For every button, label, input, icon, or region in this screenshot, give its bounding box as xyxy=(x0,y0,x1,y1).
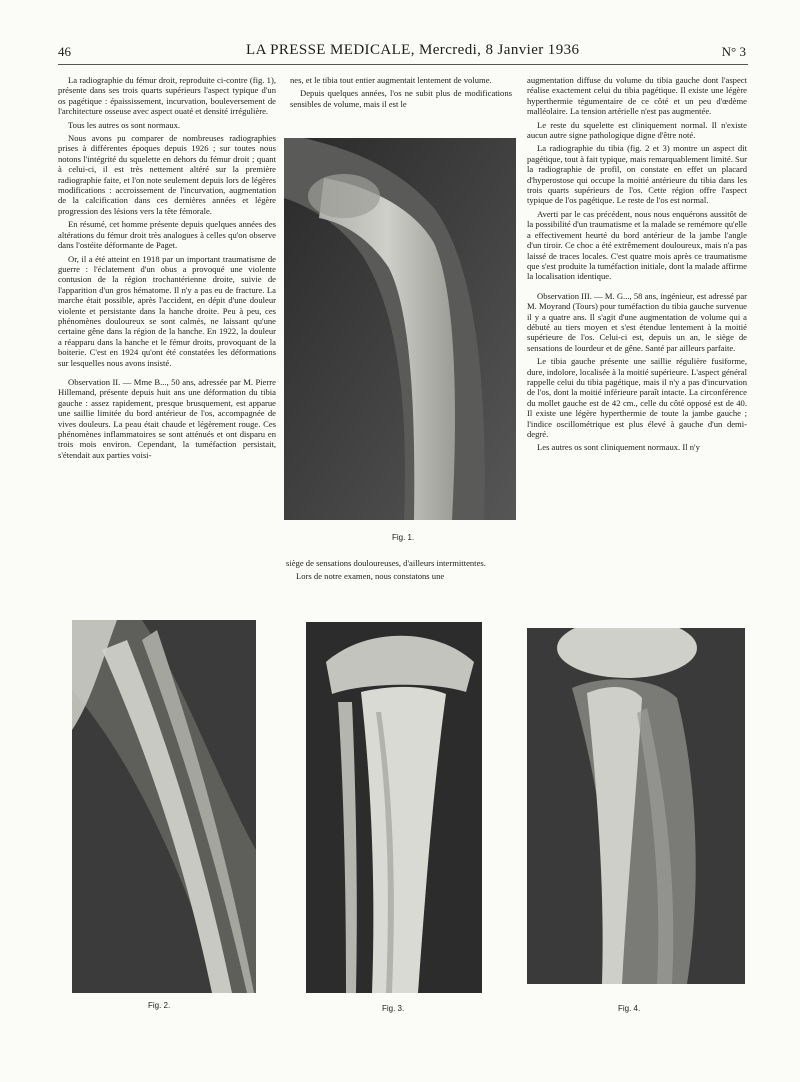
paragraph: Tous les autres os sont normaux. xyxy=(68,119,181,130)
page-number: 46 xyxy=(58,44,71,59)
text-column-1 xyxy=(58,75,276,595)
issue-number: N° 3 xyxy=(721,44,746,59)
paragraph: siège de sensations douloureuses, d'ailleurs intermittentes. xyxy=(286,558,486,568)
paragraph: Averti par le cas précédent, nous nous enquérons aussitôt de la possibilité d'un traumatisme et la malade se remémore qu'elle a effectivement heurté du bord antérieur de la jambe l'angle d'un tiroir. Ce choc a été extrêmement douloureux, mais n'a pas laissé de traces locales. C'est quatre mois après ce traumatisme que s'est produite la tuméfaction initiale, dont la malade affirme la localisation identique. xyxy=(527,208,747,282)
figure-4-caption: Fig. 4. xyxy=(618,1004,641,1013)
figure-1-radiograph xyxy=(284,138,516,520)
figure-4-radiograph xyxy=(527,628,745,984)
paragraph: Or, il a été atteint en 1918 par un important traumatisme de guerre : l'éclatement d'un obus a provoqué une violente contusion de la région trochantérienne droite, suivie de l'apparition d'un gros hématome. Il n'y a pas eu de fracture. La marche était possible, après l'accident, en dépit d'une douleur violente et persistante dans la hanche droite. Peu à peu, ces phénomènes douloureux se sont calmés, ne laissant qu'une certaine gêne dans la région de la hanche. En 1922, la douleur a réapparu dans la hanche et le fémur droits, provoquant de la boiterie. C'est en 1924 qu'ont été constatées les déformations sur lesquelles nous avons insisté. xyxy=(58,253,276,368)
paragraph: Lors de notre examen, nous constatons une xyxy=(296,571,445,582)
paragraph: Le reste du squelette est cliniquement normal. Il n'existe aucun autre signe pathologique digne d'être noté. xyxy=(527,119,747,141)
text-column-2-top xyxy=(290,75,512,121)
paragraph: Nous avons pu comparer de nombreuses radiographies prises à différentes époques depuis 1926 ; sur toutes nous notons l'intégrité du squelette en dehors du fémur droit ; quant à celui-ci, il est très nettement altéré sur la première radiographie faite, et l'on note seulement depuis lors de légères modifications : accroissement de l'incurvation, augmentation de la calcification dans ces dernières années et légère progression des lésions vers la tête fémorale. xyxy=(58,133,276,216)
paragraph: En résumé, cet homme présente depuis quelques années des altérations du fémur droit très analogues à celles qu'on observe dans l'ostéite déformante de Paget. xyxy=(58,219,276,251)
figure-3-caption: Fig. 3. xyxy=(382,1004,405,1013)
journal-title: LA PRESSE MEDICALE, Mercredi, 8 Janvier 1936 xyxy=(246,42,580,58)
text-column-3 xyxy=(527,75,747,597)
text-column-2-bottom xyxy=(286,558,512,598)
observation-2-paragraph: Observation II. — Mme B..., 50 ans, adressée par M. Pierre Hillemand, présente depuis huit ans une déformation du tibia gauche : assez rapidement, presque brusquement, est apparue une saillie limitée du bord antérieur de l'os, accompagnée de vives douleurs. La peau était chaude et légèrement rouge. Ces phénomènes inflammatoires se sont atténués et ont disparu en trois mois environ. Cependant, la tuméfaction persistait, s'étendait aux parties voisi- xyxy=(58,376,276,460)
paragraph: augmentation diffuse du volume du tibia gauche dont l'aspect réalise exactement celui du tibia pagétique. Il existe une légère hyperthermie tégumentaire de ce côté et un peu d'œdème malléolaire. La tension artérielle n'est pas augmentée. xyxy=(527,75,747,117)
figure-1-caption: Fig. 1. xyxy=(392,533,415,542)
figure-2-caption: Fig. 2. xyxy=(148,1001,171,1010)
paragraph: Depuis quelques années, l'os ne subit plus de modifications sensibles de volume, mais il est le xyxy=(290,88,512,109)
paragraph: Les autres os sont cliniquement normaux. Il n'y xyxy=(537,442,700,453)
paragraph: La radiographie du tibia (fig. 2 et 3) montre un aspect dit pagétique, tout à fait typique, mais remarquablement limité. Sur la radiographie de profil, on constate en effet un placard d'hyperostose qui occupe la moitié antérieure du tibia dans les trois quarts supérieurs de l'os. Cette région offre l'aspect typique de l'os pagétique. Le reste de l'os est normal. xyxy=(527,143,747,206)
paragraph: La radiographie du fémur droit, reproduite ci-contre (fig. 1), présente dans ses trois quarts supérieurs l'aspect typique d'un os pagétique : épaississement, incurvation, bouleversement de l'architecture osseuse avec aspect ouaté et densité irrégulière. xyxy=(58,75,276,117)
paragraph: nes, et le tibia tout entier augmentait lentement de volume. xyxy=(290,75,492,85)
observation-3-paragraph: Observation III. — M. G..., 58 ans, ingénieur, est adressé par M. Moyrand (Tours) pour tuméfaction du tibia gauche survenue il y a quatre ans. Il s'agit d'une augmentation de volume qui a débuté au tiers moyen et s'est étendue lentement à la moitié supérieure de l'os. Celui-ci est, depuis un an, le siège de sensations de lourdeur et de gêne. Santé par ailleurs parfaite. xyxy=(527,290,747,353)
page-header xyxy=(58,42,748,65)
paragraph: Le tibia gauche présente une saillie régulière fusiforme, dure, indolore, localisée à la moitié supérieure. L'aspect général rappelle celui du tibia pagétique, mais il n'y a pas d'incurvation de l'os, dont la moitié inférieure paraît intacte. La circonférence du mollet gauche est de 42 cm., celle du côté opposé est de 40. Il existe une légère hyperthermie de toute la jambe gauche ; l'indice oscillométrique est plus élevé à gauche d'un demi-degré. xyxy=(527,356,747,439)
figure-3-radiograph xyxy=(306,622,482,993)
figure-2-radiograph xyxy=(72,620,256,993)
